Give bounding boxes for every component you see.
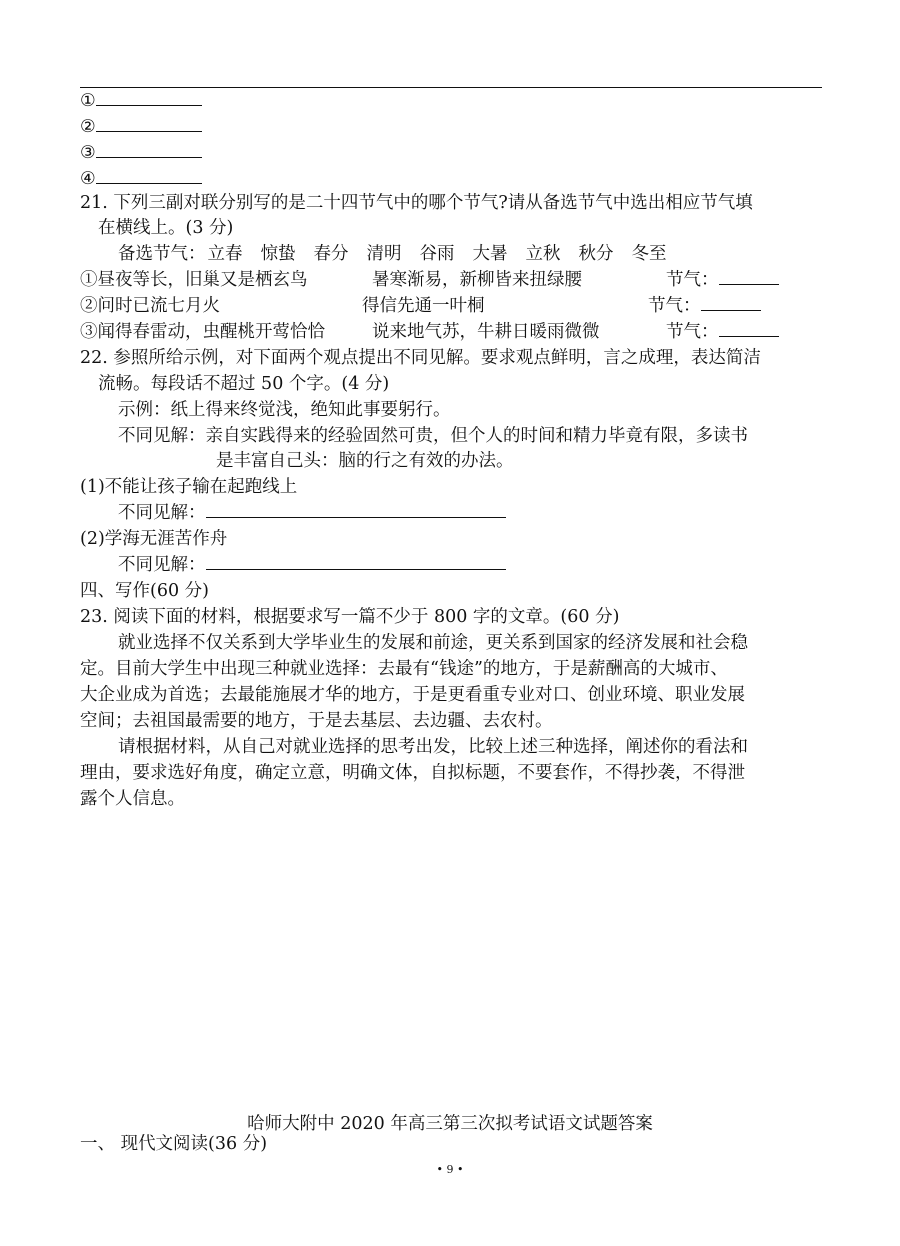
option-item: 立秋 <box>525 244 561 264</box>
answer-line[interactable] <box>96 156 202 158</box>
answer-line[interactable] <box>701 309 761 311</box>
q23-requirement-line1: 请根据材料，从自己对就业选择的思考出发，比较上述三种选择，阐述你的看法和 <box>118 737 748 757</box>
fill-blank-2 <box>80 119 202 137</box>
answer-line[interactable] <box>96 182 202 184</box>
q23-requirement-line3: 露个人信息。 <box>80 789 185 809</box>
q21-prompt-line1: 21. 下列三副对联分别写的是二十四节气中的哪个节气?请从备选节气中选出相应节气填 <box>80 193 753 213</box>
q23-material-line1: 就业选择不仅关系到大学毕业生的发展和前途，更关系到国家的经济发展和社会稳 <box>118 633 748 653</box>
answer-label: 节气： <box>666 322 719 342</box>
option-item: 冬至 <box>631 244 667 264</box>
blank-number: ② <box>80 117 96 137</box>
couplet-3-answer <box>666 324 779 342</box>
couplet-2-first: ②问时已流七月火 <box>80 296 220 316</box>
couplet-3-second: 说来地气苏，牛耕日暖雨微微 <box>372 322 600 342</box>
answer-line[interactable] <box>719 335 779 337</box>
q22-item-1-title: (1)不能让孩子输在起跑线上 <box>80 477 298 497</box>
blank-number: ④ <box>80 169 96 189</box>
couplet-1-first: ①昼夜等长，旧巢又是栖玄鸟 <box>80 270 308 290</box>
couplet-2-second: 得信先通一叶桐 <box>362 296 485 316</box>
section-4-heading: 四、写作(60 分) <box>80 581 209 601</box>
option-item: 秋分 <box>578 244 614 264</box>
options-label: 备选节气： <box>118 244 206 264</box>
blank-number: ③ <box>80 143 96 163</box>
q23-material-line2: 定。目前大学生中出现三种就业选择：去最有“钱途”的地方，于是薪酬高的大城市、 <box>80 659 728 679</box>
q22-item-2-answer <box>118 557 506 575</box>
q22-example-diff-line2: 是丰富自己头：脑的行之有效的办法。 <box>216 451 514 471</box>
answer-line[interactable] <box>719 283 779 285</box>
option-item: 春分 <box>313 244 349 264</box>
q22-example-diff-line1: 不同见解：亲自实践得来的经验固然可贵，但个人的时间和精力毕竟有限，多读书 <box>118 426 748 446</box>
option-item: 大暑 <box>472 244 508 264</box>
fill-blank-1 <box>80 93 202 111</box>
q22-prompt-line1: 22. 参照所给示例，对下面两个观点提出不同见解。要求观点鲜明，言之成理，表达简洁 <box>80 348 761 368</box>
couplet-1-second: 暑寒渐易，新柳皆来扭绿腰 <box>372 270 582 290</box>
page-number: • 9 • <box>436 1163 464 1176</box>
answer-line[interactable] <box>206 516 506 518</box>
option-item: 谷雨 <box>419 244 455 264</box>
couplet-3-first: ③闻得春雷动，虫醒桃开莺恰恰 <box>80 322 325 342</box>
answer-title: 哈师大附中 2020 年高三第三次拟考试语文试题答案 <box>247 1114 653 1134</box>
q23-prompt: 23. 阅读下面的材料，根据要求写一篇不少于 800 字的文章。(60 分) <box>80 607 620 627</box>
couplet-1-answer <box>666 272 779 290</box>
q22-item-2-title: (2)学海无涯苦作舟 <box>80 529 228 549</box>
q22-prompt-line2: 流畅。每段话不超过 50 个字。(4 分) <box>98 374 390 394</box>
answer-line[interactable] <box>96 104 202 106</box>
q23-material-line4: 空间；去祖国最需要的地方，于是去基层、去边疆、去农村。 <box>80 711 553 731</box>
couplet-2-answer <box>648 298 761 316</box>
q23-requirement-line2: 理由，要求选好角度，确定立意，明确文体，自拟标题，不要套作，不得抄袭，不得泄 <box>80 763 745 783</box>
section-1-heading: 一、 现代文阅读(36 分) <box>80 1134 268 1154</box>
answer-label: 不同见解： <box>118 555 206 575</box>
answer-label: 不同见解： <box>118 503 206 523</box>
blank-number: ① <box>80 91 96 111</box>
answer-line[interactable] <box>96 130 202 132</box>
q23-material-line3: 大企业成为首选；去最能施展才华的地方，于是更看重专业对口、创业环境、职业发展 <box>80 685 745 705</box>
option-item: 惊蛰 <box>260 244 296 264</box>
answer-line[interactable] <box>206 568 506 570</box>
q21-options <box>118 246 685 264</box>
q21-prompt-line2: 在横线上。(3 分) <box>98 218 234 238</box>
fill-blank-4 <box>80 171 202 189</box>
answer-label: 节气： <box>666 270 719 290</box>
q22-item-1-answer <box>118 505 506 523</box>
fill-blank-3 <box>80 145 202 163</box>
top-rule <box>80 87 822 88</box>
answer-label: 节气： <box>648 296 701 316</box>
option-item: 立春 <box>207 244 243 264</box>
option-item: 清明 <box>366 244 402 264</box>
q22-example: 示例：纸上得来终觉浅，绝知此事要躬行。 <box>118 400 451 420</box>
